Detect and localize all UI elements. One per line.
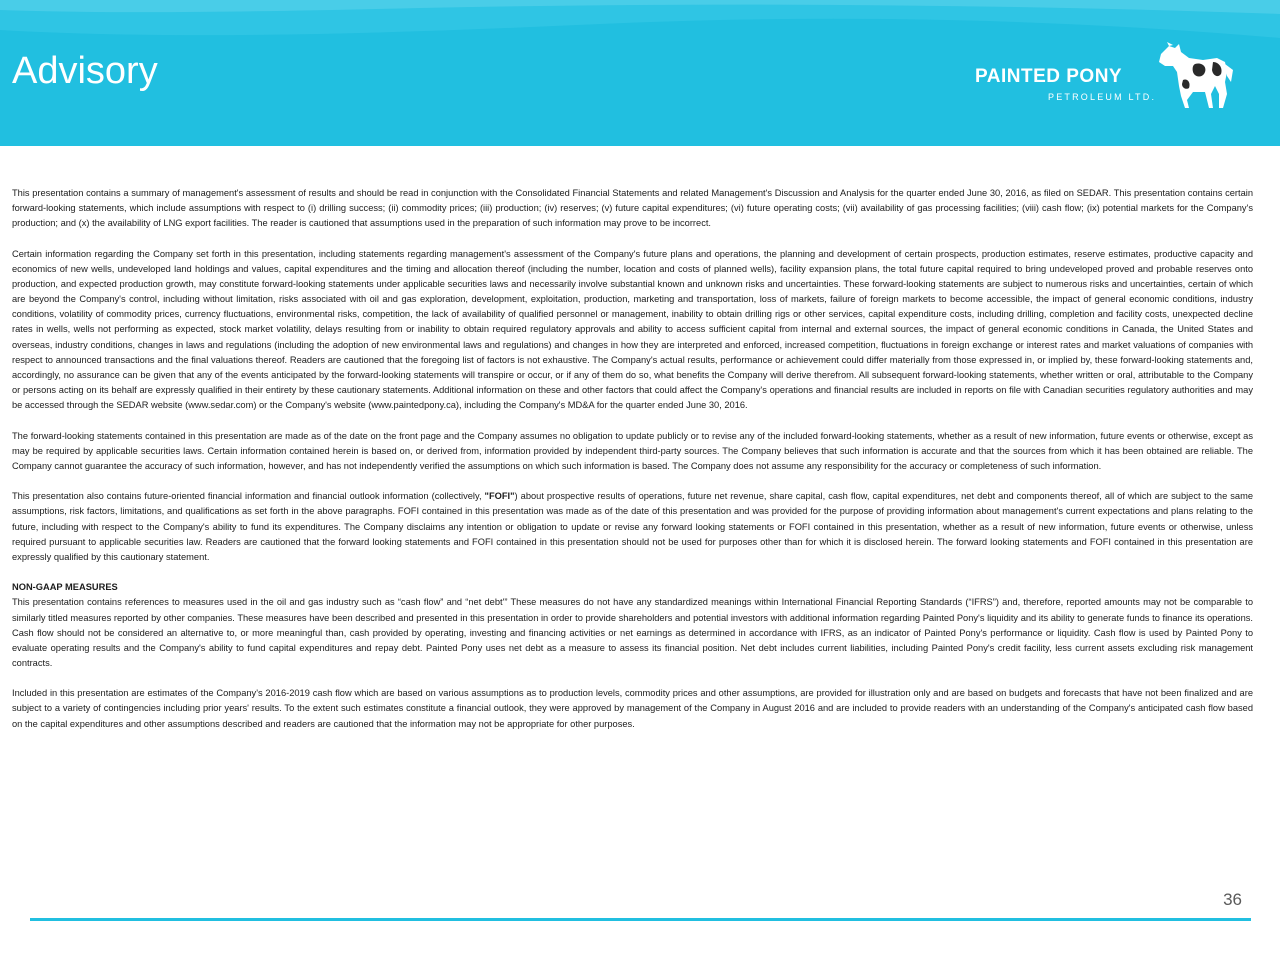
logo-subtitle: PETROLEUM LTD. (1048, 92, 1157, 102)
paragraph-no-obligation: The forward-looking statements contained in this presentation are made as of the date on the front page and the Company assumes no obligation to update publicly or to revise any of the included forward-looking statements, whether as a result of new information, future events or otherwise, except as may be required by applicable securities laws. Certain information contained herein is based on, or derived from, information provided by independent third-party sources. The Company believes that such information is accurate and that the sources from which it has been obtained are reliable. The Company cannot guarantee the accuracy of such information, however, and has not independently verified the assumptions on which such information is based. The Company does not assume any responsibility for the accuracy or completeness of such information. (12, 430, 1253, 471)
paragraph-non-gaap (12, 580, 1253, 671)
paragraph-summary: This presentation contains a summary of management's assessment of results and should be read in conjunction with the Consolidated Financial Statements and related Management's Discussion and Analysis for the quarter ended June 30, 2016, as filed on SEDAR. This presentation contains certain forward-looking statements, which include assumptions with respect to (i) drilling success; (ii) commodity prices; (iii) production; (iv) reserves; (v) future capital expenditures; (vi) future operating costs; (vii) availability of gas processing facilities; (viii) cash flow; (ix) potential markets for the Company's production; and (x) the availability of LNG export facilities. The reader is cautioned that assumptions used in the preparation of such information may prove to be incorrect. (12, 188, 1253, 229)
page-number: 36 (1223, 890, 1242, 909)
pony-icon (1155, 42, 1235, 114)
company-logo (975, 42, 1235, 116)
paragraph-cash-flow-estimates: Included in this presentation are estimates of the Company's 2016-2019 cash flow which are based on various assumptions as to production levels, commodity prices and other assumptions, are provided for illustration only and are based on budgets and forecasts that have not been finalized and are subject to a variety of contingencies including prior years' results. To the extent such estimates constitute a financial outlook, they were approved by management of the Company in August 2016 and are included to provide readers with an understanding of the Company's anticipated cash flow based on the capital expenditures and other assumptions described and readers are cautioned that the information may not be appropriate for other purposes. (12, 688, 1253, 729)
fofi-text-post: ) about prospective results of operations, future net revenue, share capital, cash flow, capital expenditures, net debt and components thereof, all of which are subject to the same assumptions, risk factors, limitations, and qualifications as set forth in the above paragraphs. FOFI contained in this presentation was made as of the date of this presentation and was provided for the purpose of providing information about management's current expectations and plans relating to the future, including with respect to the Company's ability to fund its expenditures. The Company disclaims any intention or obligation to update or revise any forward looking statements or FOFI contained in this presentation, whether as a result of new information, future events or otherwise, unless required pursuant to applicable securities law. Readers are cautioned that the forward looking statements and FOFI contained in this presentation should not be used for purposes other than for which it is disclosed herein. The forward looking statements and FOFI contained in this presentation are expressly qualified by this cautionary statement. (12, 491, 1253, 562)
header-banner (0, 0, 1280, 146)
page-title: Advisory (12, 50, 158, 92)
footer-divider (30, 918, 1251, 921)
paragraph-fofi (12, 489, 1253, 565)
fofi-term: "FOFI" (484, 491, 515, 502)
paragraph-forward-looking: Certain information regarding the Company set forth in this presentation, including statements regarding management's assessment of the Company's future plans and operations, the planning and development of certain prospects, production estimates, reserve estimates, productive capacity and economics of new wells, undeveloped land holdings and values, capital expenditures and the timing and allocation thereof (including the number, location and costs of planned wells), facility expansion plans, the total future capital required to bring undeveloped proved and probable reserves onto production, and expected production growth, may constitute forward-looking statements under applicable securities laws and necessarily involve substantial known and unknown risks and uncertainties. These forward-looking statements are subject to numerous risks and uncertainties, certain of which are beyond the Company's control, including without limitation, risks associated with oil and gas exploration, development, exploitation, production, marketing and transportation, loss of markets, failure of foreign markets to become accessible, the impact of general economic conditions, industry conditions, volatility of commodity prices, currency fluctuations, environmental risks, competition, the lack of availability of qualified personnel or management, inability to obtain drilling rigs or other services, capital expenditure costs, including drilling, completion and facility costs, unexpected decline rates in wells, wells not performing as expected, stock market volatility, delays resulting from or inability to obtain required regulatory approvals and ability to access sufficient capital from internal and external sources, the impact of general economic conditions in Canada, the United States and overseas, industry conditions, changes in laws and regulations (including the adoption of new environmental laws and regulations) and changes in how they are interpreted and enforced, increased competition, fluctuations in foreign exchange or interest rates and market valuations of companies with respect to announced transactions and the final valuations thereof. Readers are cautioned that the foregoing list of factors is not exhaustive. The Company's actual results, performance or achievement could differ materially from those expressed in, or implied by, these forward-looking statements and, accordingly, no assurance can be given that any of the events anticipated by the forward-looking statements will transpire or occur, or if any of them do so, what benefits the Company will derive therefrom. All subsequent forward-looking statements, whether written or oral, attributable to the Company or persons acting on its behalf are expressly qualified in their entirety by these cautionary statements. Additional information on these and other factors that could affect the Company's operations and financial results are included in reports on file with Canadian securities regulatory authorities and may be accessed through the SEDAR website (www.sedar.com) or the Company's website (www.paintedpony.ca), including the Company's MD&A for the quarter ended June 30, 2016. (12, 248, 1253, 411)
non-gaap-text: This presentation contains references to measures used in the oil and gas industry such as “cash flow” and “net debt'” These measures do not have any standardized meanings within International Financial Reporting Standards (“IFRS”) and, therefore, reported amounts may not be comparable to similarly titled measures reported by other companies. These measures have been described and presented in this presentation in order to provide shareholders and potential investors with additional information regarding Painted Pony's liquidity and its ability to generate funds to finance its operations. Cash flow should not be considered an alternative to, or more meaningful than, cash provided by operating, investing and financing activities or net earnings as determined in accordance with IFRS, as an indicator of Painted Pony's performance or liquidity. Cash flow is used by Painted Pony to evaluate operating results and the Company's ability to fund capital expenditures and repay debt. Painted Pony uses net debt as a measure to assess its financial position. Net debt includes current liabilities, including Painted Pony's credit facility, less current assets excluding risk management contracts. (12, 597, 1253, 668)
non-gaap-heading: NON-GAAP MEASURES (12, 582, 118, 593)
logo-name: PAINTED PONY (975, 66, 1123, 87)
fofi-text-pre: This presentation also contains future-oriented financial information and financial outlook information (collectively, (12, 491, 485, 502)
advisory-body (12, 186, 1253, 732)
